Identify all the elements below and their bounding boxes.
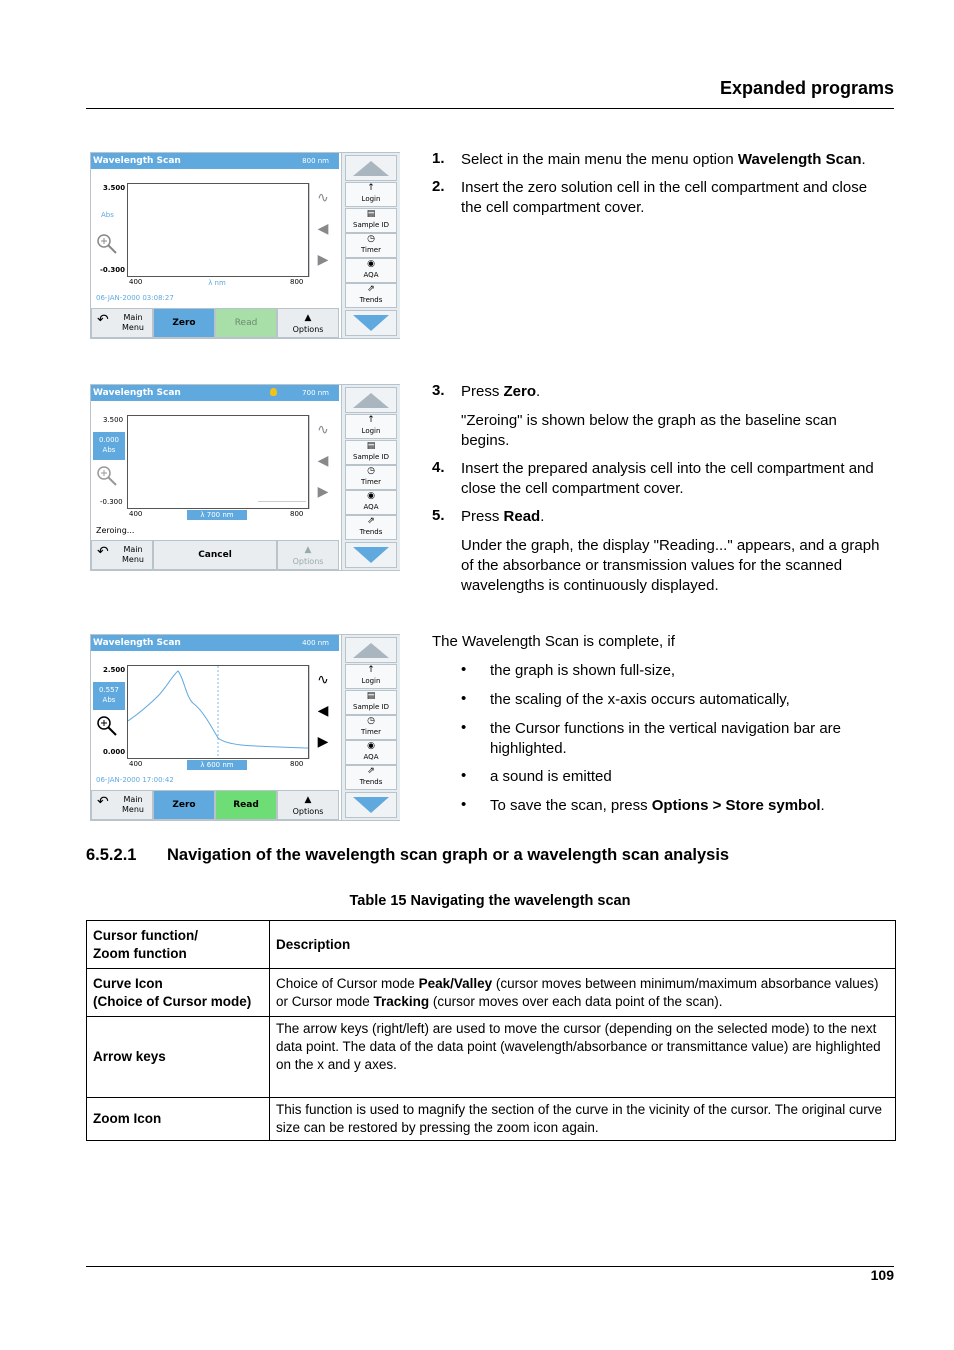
nav-login[interactable]: ↑ Login xyxy=(345,414,397,439)
vertical-navigation-bar xyxy=(341,385,400,570)
screen-title: Wavelength Scan xyxy=(93,156,181,166)
nav-trends[interactable]: ⇗ Trends xyxy=(345,283,397,308)
sample-id-icon: ▤ xyxy=(366,691,376,701)
step-3-note: "Zeroing" is shown below the graph as the baseline scan begins. xyxy=(461,412,837,449)
bottom-button-bar xyxy=(91,790,339,820)
bottom-button-bar xyxy=(91,308,339,338)
zoom-icon xyxy=(96,465,118,487)
bottom-button-bar xyxy=(91,540,339,570)
table-header-row xyxy=(87,921,896,969)
x-left-label: 400 xyxy=(129,760,143,768)
screen-wavelength: 700 nm xyxy=(302,389,329,397)
x-axis-cursor-label: λ 700 nm xyxy=(187,510,247,520)
step-5-text: Press Read. xyxy=(461,508,545,525)
y-bottom-label: 0.000 xyxy=(103,748,126,756)
step-2-text: Insert the zero solution cell in the cell compartment and close the cell compartment cover. xyxy=(461,179,868,216)
timer-icon: ◷ xyxy=(367,716,375,726)
step-number: 5. xyxy=(432,507,445,524)
bullet: • xyxy=(461,719,467,736)
curve-icon[interactable]: ∿ xyxy=(317,190,329,206)
cursor-function-column xyxy=(309,183,336,277)
scroll-up-button[interactable] xyxy=(345,637,397,663)
header-cell: Description xyxy=(270,921,896,969)
condition-3: the Cursor functions in the vertical navigation bar are highlighted. xyxy=(490,720,842,757)
options-button[interactable]: ▲ Options xyxy=(277,540,339,570)
scroll-up-button[interactable] xyxy=(345,155,397,181)
table-cell: Curve Icon (Choice of Cursor mode) xyxy=(87,969,270,1017)
nav-sample-id[interactable]: ▤ Sample ID xyxy=(345,208,397,233)
step-5-note: Under the graph, the display "Reading..." appears, and a graph of the absorbance or transmission values for the scanned wavelengths is continuously displayed. xyxy=(461,537,880,594)
bullet: • xyxy=(461,767,467,784)
table-cell: Arrow keys xyxy=(87,1017,270,1098)
screenshot-wavelength-scan-2 xyxy=(90,384,400,571)
back-icon: ↶ xyxy=(97,794,109,810)
screen-titlebar xyxy=(91,635,339,651)
step-number: 4. xyxy=(432,459,445,476)
footer-rule xyxy=(86,1266,894,1267)
x-right-label: 800 xyxy=(290,278,304,286)
page-number: 109 xyxy=(870,1267,894,1283)
graph-area xyxy=(127,415,309,509)
sample-id-icon: ▤ xyxy=(366,441,376,451)
y-top-label: 3.500 xyxy=(103,416,124,424)
graph-area xyxy=(127,183,309,277)
nav-timer[interactable]: ◷ Timer xyxy=(345,465,397,490)
nav-sample-id[interactable]: ▤ Sample ID xyxy=(345,690,397,715)
screen-wavelength: 800 nm xyxy=(302,157,329,165)
read-button[interactable]: Read xyxy=(215,308,277,338)
y-value-box: 0.557 Abs xyxy=(93,682,125,710)
triangle-up-icon: ▲ xyxy=(304,545,312,555)
condition-2: the scaling of the x-axis occurs automatically, xyxy=(490,691,790,708)
condition-5: To save the scan, press Options > Store symbol. xyxy=(490,797,825,814)
login-icon: ↑ xyxy=(367,415,375,425)
table-cell: Choice of Cursor mode Peak/Valley (cursor moves between minimum/maximum absorbance values) or Cursor mode Tracking (cursor moves over each data point of the scan). xyxy=(270,969,896,1017)
arrow-left-icon[interactable]: ◀ xyxy=(317,453,329,469)
main-menu-button[interactable]: ↶ Main Menu xyxy=(91,308,153,338)
bullet: • xyxy=(461,661,467,678)
vertical-navigation-bar xyxy=(341,635,400,820)
screen-wavelength: 400 nm xyxy=(302,639,329,647)
nav-aqa[interactable]: ◉ AQA xyxy=(345,258,397,283)
sample-id-icon: ▤ xyxy=(366,209,376,219)
login-icon: ↑ xyxy=(367,183,375,193)
screen-titlebar xyxy=(91,153,339,169)
y-bottom-label: -0.300 xyxy=(100,498,123,506)
screen-title: Wavelength Scan xyxy=(93,638,181,648)
status-zeroing: Zeroing... xyxy=(96,526,135,535)
condition-1: the graph is shown full-size, xyxy=(490,662,676,679)
section-heading: 6.5.2.1 Navigation of the wavelength scan graph or a wavelength scan analysis xyxy=(86,846,730,864)
zero-button[interactable]: Zero xyxy=(153,308,215,338)
table-cell: Zoom Icon xyxy=(87,1098,270,1141)
curve-icon[interactable]: ∿ xyxy=(317,672,329,688)
main-menu-button[interactable]: ↶ Main Menu xyxy=(91,540,153,570)
screen-title: Wavelength Scan xyxy=(93,388,181,398)
scroll-up-button[interactable] xyxy=(345,387,397,413)
nav-timer[interactable]: ◷ Timer xyxy=(345,715,397,740)
screenshot-wavelength-scan-3 xyxy=(90,634,400,821)
back-icon: ↶ xyxy=(97,544,109,560)
header-rule xyxy=(86,108,894,109)
chapter-header: Expanded programs xyxy=(719,78,894,98)
nav-timer[interactable]: ◷ Timer xyxy=(345,233,397,258)
arrow-right-icon[interactable]: ▶ xyxy=(317,484,329,500)
step-3-text: Press Zero. xyxy=(461,383,541,400)
trends-icon: ⇗ xyxy=(367,766,375,776)
step-1-text: Select in the main menu the menu option Wavelength Scan. xyxy=(461,151,866,168)
y-bottom-label: -0.300 xyxy=(100,266,126,274)
y-unit-label: Abs xyxy=(101,211,114,219)
x-axis-cursor-label: λ 600 nm xyxy=(187,760,247,770)
nav-login[interactable]: ↑ Login xyxy=(345,664,397,689)
timer-icon: ◷ xyxy=(367,234,375,244)
curve-icon[interactable]: ∿ xyxy=(317,422,329,438)
arrow-left-icon[interactable]: ◀ xyxy=(317,703,329,719)
step-number: 2. xyxy=(432,178,445,195)
nav-sample-id[interactable]: ▤ Sample ID xyxy=(345,440,397,465)
status-datetime: 06-JAN-2000 17:00:42 xyxy=(96,776,174,784)
triangle-up-icon: ▲ xyxy=(304,795,312,805)
nav-login[interactable]: ↑ Login xyxy=(345,182,397,207)
back-icon: ↶ xyxy=(97,312,109,328)
options-button[interactable]: ▲ Options xyxy=(277,308,339,338)
aqa-icon: ◉ xyxy=(367,741,375,751)
main-menu-button[interactable]: ↶ Main Menu xyxy=(91,790,153,820)
lamp-icon xyxy=(270,388,277,396)
cursor-function-column xyxy=(309,415,336,509)
table-caption: Table 15 Navigating the wavelength scan xyxy=(349,893,631,909)
complete-intro: The Wavelength Scan is complete, if xyxy=(432,633,675,650)
y-top-label: 2.500 xyxy=(103,666,126,674)
cursor-function-column xyxy=(309,665,336,759)
step-4-text: Insert the prepared analysis cell into the cell compartment and close the cell compartment cover. xyxy=(461,460,874,497)
bullet: • xyxy=(461,690,467,707)
status-datetime: 06-JAN-2000 03:08:27 xyxy=(96,294,174,302)
x-right-label: 800 xyxy=(290,510,304,518)
x-right-label: 800 xyxy=(290,760,304,768)
aqa-icon: ◉ xyxy=(367,259,375,269)
aqa-icon: ◉ xyxy=(367,491,375,501)
table-row xyxy=(87,1017,896,1098)
arrow-right-icon[interactable]: ▶ xyxy=(317,252,329,268)
options-button[interactable]: ▲ Options xyxy=(277,790,339,820)
x-axis-label: λ nm xyxy=(208,279,226,287)
scroll-down-button[interactable] xyxy=(345,310,397,336)
cancel-button[interactable]: Cancel xyxy=(153,540,277,570)
step-number: 1. xyxy=(432,150,445,167)
nav-trends[interactable]: ⇗ Trends xyxy=(345,515,397,540)
scroll-down-button[interactable] xyxy=(345,792,397,818)
condition-4: a sound is emitted xyxy=(490,768,612,785)
timer-icon: ◷ xyxy=(367,466,375,476)
zoom-icon xyxy=(96,233,118,255)
arrow-right-icon[interactable]: ▶ xyxy=(317,734,329,750)
nav-aqa[interactable]: ◉ AQA xyxy=(345,740,397,765)
trends-icon: ⇗ xyxy=(367,284,375,294)
y-value-box: 0.000 Abs xyxy=(93,432,125,460)
table-row xyxy=(87,1098,896,1141)
scroll-down-button[interactable] xyxy=(345,542,397,568)
screenshot-wavelength-scan-1 xyxy=(90,152,400,339)
zero-button[interactable]: Zero xyxy=(153,790,215,820)
screen-titlebar xyxy=(91,385,339,401)
login-icon: ↑ xyxy=(367,665,375,675)
navigation-table xyxy=(86,920,896,1141)
step-number: 3. xyxy=(432,382,445,399)
header-cell: Cursor function/ Zoom function xyxy=(87,921,270,969)
vertical-navigation-bar xyxy=(341,153,400,338)
graph-area xyxy=(127,665,309,759)
table-cell: This function is used to magnify the section of the curve in the vicinity of the cursor. The original curve size can be restored by pressing the zoom icon again. xyxy=(270,1098,896,1141)
bullet: • xyxy=(461,796,467,813)
nav-trends[interactable]: ⇗ Trends xyxy=(345,765,397,790)
zoom-icon[interactable] xyxy=(96,715,118,737)
table-row xyxy=(87,969,896,1017)
triangle-up-icon: ▲ xyxy=(304,313,312,323)
table-cell: The arrow keys (right/left) are used to move the cursor (depending on the selected mode) to the next data point. The data of the data point (wavelength/absorbance or transmittance value) are highlighted on the x and y axes. xyxy=(270,1017,896,1098)
read-button[interactable]: Read xyxy=(215,790,277,820)
x-left-label: 400 xyxy=(129,510,143,518)
arrow-left-icon[interactable]: ◀ xyxy=(317,221,329,237)
x-left-label: 400 xyxy=(129,278,143,286)
nav-aqa[interactable]: ◉ AQA xyxy=(345,490,397,515)
y-top-label: 3.500 xyxy=(103,184,126,192)
trends-icon: ⇗ xyxy=(367,516,375,526)
